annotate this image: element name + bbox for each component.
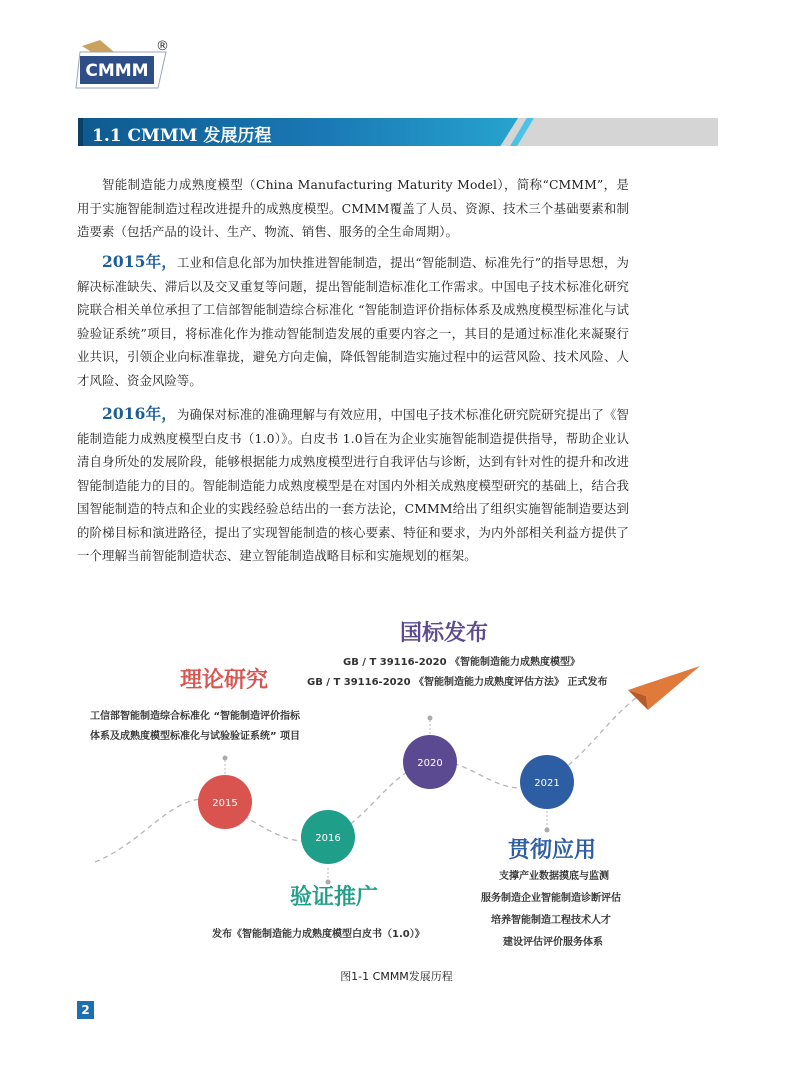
stage-verification-heading: 验证推广: [290, 885, 379, 910]
milestone-2015-year: 2015: [212, 798, 238, 809]
year-2016-label: 2016年，: [102, 404, 177, 423]
paragraph-2016-text: 为确保对标准的准确理解与有效应用，中国电子技术标准化研究院研究提出了《智能制造能力成熟度模型白皮书（1.0）》。白皮书 1.0旨在为企业实施智能制造提供指导，帮助企业认清自身所处的发展阶段，能够根据能力成熟度模型进行自我评估与诊断，达到有针对性的提升和改进智能制造能力的目的。智能制造能力成熟度模型是在对国内外相关成熟度模型研究的基础上，结合我国智能制造的特点和企业的实践经验总结出的一套方法论，CMMM给出了组织实施智能制造要达到的阶梯目标和演进路径，提出了实现智能制造的核心要素、特征和要求，为内外部相关利益方提供了一个理解当前智能制造状态、建立智能制造战略目标和实施规划的框架。: [77, 407, 629, 563]
stage-verification-line1: 发布《智能制造能力成熟度模型白皮书（1.0）》: [212, 929, 425, 940]
stage-theory-line1: 工信部智能制造综合标准化 “智能制造评价指标: [90, 711, 301, 722]
stage-national-standard-line1: GB / T 39116-2020 《智能制造能力成熟度模型》: [343, 657, 581, 668]
stage-application-line3: 培养智能制造工程技术人才: [491, 915, 611, 926]
stage-application-line2: 服务制造企业智能制造诊断评估: [481, 893, 621, 904]
milestone-2021-year: 2021: [534, 778, 560, 789]
stage-application-heading: 贯彻应用: [508, 838, 597, 863]
stage-theory-line2: 体系及成熟度模型标准化与试验验证系统” 项目: [90, 731, 301, 742]
stage-theory-heading: 理论研究: [180, 668, 269, 693]
stage-application-line1: 支撑产业数据摸底与监测: [499, 871, 609, 882]
paragraph-intro: 智能制造能力成熟度模型（China Manufacturing Maturity Model），简称“CMMM”，是用于实施智能制造过程改进提升的成熟度模型。CMMM覆盖了人员、资源、技术三个基础要素和制造要素（包括产品的设计、生产、物流、销售、服务的全生命周期）。: [77, 177, 629, 239]
logo-text: CMMM: [85, 61, 149, 81]
stage-application-line4: 建设评估评价服务体系: [503, 937, 603, 948]
stage-national-standard-heading: 国标发布: [400, 621, 489, 646]
paragraph-2016: [77, 402, 629, 568]
stage-national-standard-line2: GB / T 39116-2020 《智能制造能力成熟度评估方法》 正式发布: [307, 677, 608, 688]
figure-caption: 图1-1 CMMM发展历程: [340, 970, 453, 983]
section-header-bar: [78, 118, 718, 146]
cmmm-logo: [74, 38, 174, 94]
direction-arrow-icon: [628, 666, 700, 710]
milestone-2016-year: 2016: [315, 833, 341, 844]
timeline-diagram: [0, 600, 793, 960]
registered-mark: ®: [156, 39, 169, 54]
paragraph-2015-text: 工业和信息化部为加快推进智能制造，提出“智能制造、标准先行”的指导思想，为解决标准缺失、滞后以及交叉重复等问题，提出智能制造标准化工作需求。中国电子技术标准化研究院联合相关单位承担了工信部智能制造综合标准化 “智能制造评价指标体系及成熟度模型标准化与试验验证系统”项目，将标准化作为推动智能制造发展的重要内容之一，其目的是通过标准化来凝聚行业共识，引领企业向标准靠拢，避免方向走偏，降低智能制造实施过程中的运营风险、技术风险、人才风险、资金风险等。: [77, 255, 629, 388]
year-2015-label: 2015年，: [102, 252, 177, 271]
section-title: 1.1 CMMM 发展历程: [92, 126, 272, 146]
milestone-2020-year: 2020: [417, 758, 443, 769]
paragraph-2015: [77, 250, 629, 392]
page-number: 2: [77, 1001, 94, 1019]
